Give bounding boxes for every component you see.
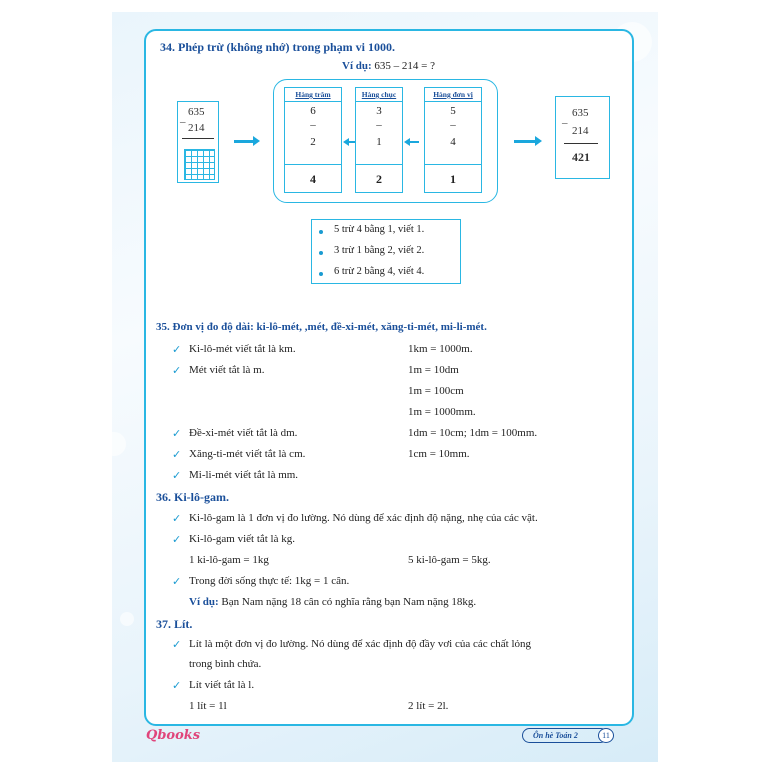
left-subtraction-box <box>177 101 219 183</box>
book-page <box>112 12 658 762</box>
page-number: 11 <box>598 728 614 743</box>
place-value-box <box>273 79 498 203</box>
check-icon: ✓ <box>172 449 182 461</box>
left-arrow-icon <box>409 141 419 143</box>
kg-real-life: Trong đời sống thực tế: 1kg = 1 cân. <box>189 575 350 587</box>
liter-abbrev: Lít viết tắt là l. <box>189 679 255 691</box>
column-minus: – <box>450 119 456 131</box>
section-37-title: 37. Lít. <box>156 617 193 631</box>
column-tens <box>355 87 403 193</box>
column-hundreds <box>284 87 342 193</box>
kg-equation: 5 ki-lô-gam = 5kg. <box>408 554 491 566</box>
column-top-digit: 3 <box>376 105 382 117</box>
check-icon: ✓ <box>172 470 182 482</box>
footer-label: Ôn hè Toán 2 <box>522 728 608 743</box>
length-equation: 1m = 100cm <box>408 385 464 397</box>
column-result: 1 <box>425 164 481 192</box>
length-equation: 1cm = 10mm. <box>408 448 470 460</box>
check-icon: ✓ <box>172 639 182 651</box>
section-34-title: 34. Phép trừ (không nhớ) trong phạm vi 1000. <box>160 40 395 54</box>
right-minus: – <box>562 117 568 129</box>
column-head: Hàng chục <box>356 88 402 102</box>
left-minus: – <box>180 116 186 128</box>
column-head: Hàng trăm <box>285 88 341 102</box>
bullet-icon <box>319 251 323 255</box>
example-label: Ví dụ: <box>342 60 372 72</box>
column-top-digit: 6 <box>310 105 316 117</box>
example-line <box>342 60 435 72</box>
length-equation: 1dm = 10cm; 1dm = 100mm. <box>408 427 538 439</box>
column-bottom-digit: 4 <box>450 136 456 148</box>
liter-equation: 2 lít = 2l. <box>408 700 449 712</box>
example-label: Ví dụ: <box>189 596 219 608</box>
kg-abbrev: Ki-lô-gam viết tắt là kg. <box>189 533 295 545</box>
right-arrow-icon <box>514 140 536 143</box>
check-icon: ✓ <box>172 428 182 440</box>
column-minus: – <box>310 119 316 131</box>
check-icon: ✓ <box>172 513 182 525</box>
section-36-title: 36. Ki-lô-gam. <box>156 490 229 504</box>
step-item: 6 trừ 2 bằng 4, viết 4. <box>334 266 425 277</box>
content-frame <box>144 29 634 726</box>
kg-example <box>189 596 476 608</box>
example-expression: 635 – 214 = ? <box>374 60 435 72</box>
decor-bubble <box>112 432 126 456</box>
column-minus: – <box>376 119 382 131</box>
left-top-number: 635 <box>188 106 205 118</box>
length-equation: 1km = 1000m. <box>408 343 473 355</box>
kg-definition: Ki-lô-gam là 1 đơn vị đo lường. Nó dùng để xác định độ nặng, nhẹ của các vật. <box>189 512 538 524</box>
right-subtraction-box <box>555 96 610 179</box>
bullet-icon <box>319 230 323 234</box>
right-arrow-icon <box>234 140 254 143</box>
length-note: Mét viết tắt là m. <box>189 364 265 376</box>
column-units <box>424 87 482 193</box>
decor-bubble <box>120 612 134 626</box>
column-top-digit: 5 <box>450 105 456 117</box>
column-bottom-digit: 1 <box>376 136 382 148</box>
check-icon: ✓ <box>172 365 182 377</box>
left-underline <box>182 138 214 139</box>
column-bottom-digit: 2 <box>310 136 316 148</box>
right-top-number: 635 <box>572 107 589 119</box>
check-icon: ✓ <box>172 344 182 356</box>
liter-equation: 1 lít = 1l <box>189 700 227 712</box>
check-icon: ✓ <box>172 680 182 692</box>
length-note: Đề-xi-mét viết tắt là dm. <box>189 427 298 439</box>
column-head: Hàng đơn vị <box>425 88 481 102</box>
left-bottom-number: 214 <box>188 122 205 134</box>
length-note: Xăng-ti-mét viết tắt là cm. <box>189 448 306 460</box>
right-underline <box>564 143 598 144</box>
step-item: 3 trừ 1 bằng 2, viết 2. <box>334 245 425 256</box>
step-item: 5 trừ 4 bằng 1, viết 1. <box>334 224 425 235</box>
length-equation: 1m = 10dm <box>408 364 459 376</box>
example-text: Bạn Nam nặng 18 cân có nghĩa rằng bạn Nam nặng 18kg. <box>221 596 477 608</box>
section-35-title: 35. Đơn vị đo độ dài: ki-lô-mét, ,mét, đề-xi-mét, xăng-ti-mét, mi-li-mét. <box>156 321 487 333</box>
length-note: Mi-li-mét viết tắt là mm. <box>189 469 299 481</box>
kg-equation: 1 ki-lô-gam = 1kg <box>189 554 269 566</box>
steps-box <box>311 219 461 284</box>
column-result: 2 <box>356 164 402 192</box>
liter-definition-cont: trong bình chứa. <box>189 658 262 670</box>
column-result: 4 <box>285 164 341 192</box>
right-bottom-number: 214 <box>572 125 589 137</box>
length-equation: 1m = 1000mm. <box>408 406 476 418</box>
publisher-logo: Qbooks <box>146 728 201 743</box>
answer-grid <box>184 149 215 180</box>
bullet-icon <box>319 272 323 276</box>
right-result: 421 <box>572 150 590 164</box>
length-note: Ki-lô-mét viết tắt là km. <box>189 343 296 355</box>
check-icon: ✓ <box>172 576 182 588</box>
liter-definition: Lít là một đơn vị đo lường. Nó dùng để xác định độ đầy vơi của các chất lỏng <box>189 638 532 650</box>
check-icon: ✓ <box>172 534 182 546</box>
